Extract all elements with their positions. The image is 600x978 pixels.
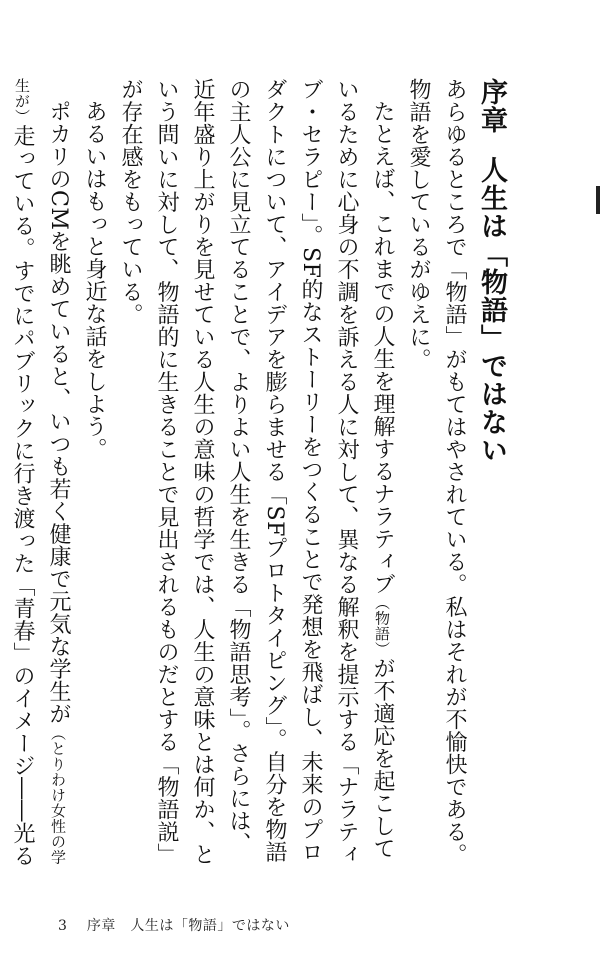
chapter-heading <box>472 78 510 873</box>
page-number: 3 <box>58 918 67 934</box>
paragraph-text: が不適応を起こしているために心身の不調を訴える人に対して、異なる解釈を提示する「ナラティブ・セラピー」。SF的なストーリーをつくることで発想を飛ばし、未来のプロダクトについて、アイデアを膨らませる「SFプロトタイピング」。自分を物語の主人公に見立てることで、よりよい人生を生きる「物語思考」。さらには、近年盛り上がりを見せている人生の意味の哲学では、人生の意味とは何か、という問いに対して、物語的に生きることで見出されるものだとする「物語説」が存在感をもっている。 <box>118 78 395 866</box>
inline-note: （とりわけ女性の学生が） <box>13 78 67 865</box>
chapter-label: 序章 <box>476 78 507 134</box>
chapter-title: 人生は「物語」ではない <box>476 156 507 464</box>
paragraph-text: 走っている。すでにパブリックに行き渡った「青春」のイメージ――光る <box>10 124 35 867</box>
body-paragraph <box>112 78 400 873</box>
paragraph-text: たとえば、これまでの人生を理解するナラティブ <box>370 100 395 595</box>
chapter-tab-marker <box>596 186 600 214</box>
paragraph-text: あらゆるところで「物語」がもてはやされている。私はそれが不愉快である。物語を愛しているがゆえに。 <box>406 78 467 866</box>
paragraph-text: ポカリのCMを眺めていると、いつも若く健康で元気な学生が <box>46 100 71 726</box>
inline-note: （物語） <box>373 595 391 657</box>
page-footer <box>58 915 290 935</box>
running-head: 序章 人生は「物語」ではない <box>86 918 290 934</box>
body-paragraph <box>76 78 112 873</box>
body-paragraph <box>0 78 76 873</box>
paragraph-text: あるいはもっと身近な話をしよう。 <box>82 100 107 460</box>
body-paragraph <box>400 78 472 873</box>
vertical-text-body <box>10 78 532 873</box>
